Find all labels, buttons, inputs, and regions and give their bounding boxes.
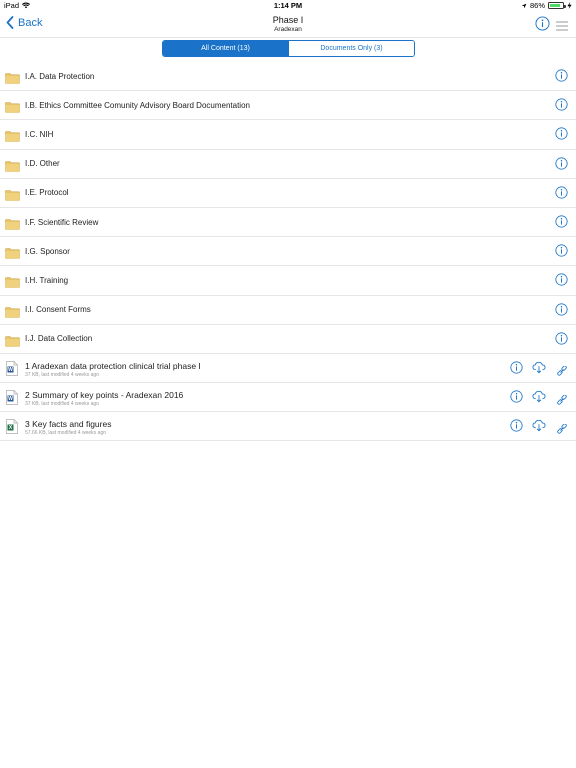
info-icon (535, 16, 550, 31)
cloud-download-icon[interactable] (532, 419, 546, 437)
folder-label: I.J. Data Collection (25, 334, 93, 344)
info-icon[interactable] (555, 215, 568, 233)
info-icon[interactable] (555, 332, 568, 350)
location-arrow-icon (521, 3, 527, 9)
svg-text:X: X (8, 425, 13, 432)
document-meta: 37 KB, last modified 4 weeks ago (25, 371, 99, 378)
folder-row[interactable] (0, 179, 576, 208)
page-subtitle: Aradexan (274, 26, 302, 33)
folder-row[interactable] (0, 62, 576, 91)
document-meta: 37 KB, last modified 4 weeks ago (25, 401, 99, 408)
navigation-bar (0, 12, 576, 38)
info-icon[interactable] (555, 244, 568, 262)
folder-row[interactable] (0, 325, 576, 354)
document-title: 2 Summary of key points - Aradexan 2016 (25, 390, 184, 401)
folder-label: I.D. Other (25, 159, 60, 169)
folder-label: I.I. Consent Forms (25, 305, 91, 315)
info-icon[interactable] (555, 186, 568, 204)
folder-label: I.C. NIH (25, 129, 54, 139)
folder-row[interactable] (0, 91, 576, 120)
status-time: 1:14 PM (273, 1, 303, 10)
folder-label: I.B. Ethics Committee Comunity Advisory Board Documentation (25, 100, 250, 110)
folder-icon (5, 188, 20, 206)
folder-icon (5, 217, 20, 235)
folder-icon (5, 275, 20, 293)
document-row[interactable] (0, 383, 576, 412)
folder-icon (5, 100, 20, 118)
folder-label: I.H. Training (25, 275, 69, 285)
excel-file-icon (6, 419, 18, 439)
folder-icon (5, 305, 20, 323)
cloud-download-icon[interactable] (532, 390, 546, 408)
status-right (521, 1, 572, 10)
info-icon[interactable] (510, 419, 523, 437)
folder-label: I.A. Data Protection (25, 71, 95, 81)
content-list (0, 62, 576, 441)
folder-label: I.E. Protocol (25, 188, 69, 198)
folder-icon (5, 159, 20, 177)
link-icon[interactable] (557, 421, 567, 439)
folder-label: I.G. Sponsor (25, 246, 70, 256)
document-title: 3 Key facts and figures (25, 419, 112, 430)
status-bar (0, 0, 576, 12)
svg-text:W: W (8, 367, 13, 374)
content-filter-segmented-control (162, 40, 415, 57)
nav-title-block (0, 15, 576, 33)
info-icon[interactable] (555, 303, 568, 321)
link-icon[interactable] (557, 363, 567, 381)
charging-icon (567, 2, 572, 9)
battery-icon (548, 2, 564, 9)
battery-percent: 86% (529, 1, 545, 10)
info-icon[interactable] (555, 98, 568, 116)
folder-icon (5, 71, 20, 89)
documents-only-tab[interactable]: Documents Only (3) (288, 41, 414, 56)
document-title: 1 Aradexan data protection clinical trial phase I (25, 360, 201, 371)
back-label: Back (18, 16, 43, 29)
folder-row[interactable] (0, 237, 576, 266)
all-content-tab[interactable]: All Content (13) (163, 41, 288, 56)
link-icon[interactable] (557, 392, 567, 410)
device-label: iPad (4, 1, 20, 10)
folder-row[interactable] (0, 120, 576, 149)
folder-icon (5, 246, 20, 264)
word-file-icon (6, 361, 18, 381)
svg-text:W: W (8, 396, 13, 403)
cloud-download-icon[interactable] (532, 361, 546, 379)
word-file-icon (6, 390, 18, 410)
folder-row[interactable] (0, 150, 576, 179)
folder-label: I.F. Scientific Review (25, 217, 99, 227)
page-title: Phase I (272, 15, 304, 25)
folder-row[interactable] (0, 208, 576, 237)
info-icon[interactable] (555, 157, 568, 175)
folder-row[interactable] (0, 266, 576, 295)
hamburger-menu-icon (556, 21, 568, 31)
document-row[interactable] (0, 412, 576, 441)
info-icon[interactable] (555, 127, 568, 145)
folder-icon (5, 129, 20, 147)
info-icon[interactable] (510, 390, 523, 408)
document-row[interactable] (0, 354, 576, 383)
info-button[interactable] (535, 16, 550, 36)
info-icon[interactable] (555, 273, 568, 291)
menu-button[interactable] (556, 18, 568, 36)
info-icon[interactable] (555, 69, 568, 87)
info-icon[interactable] (510, 361, 523, 379)
folder-icon (5, 334, 20, 352)
folder-row[interactable] (0, 296, 576, 325)
document-meta: 57.66 KB, last modified 4 weeks ago (25, 430, 106, 437)
